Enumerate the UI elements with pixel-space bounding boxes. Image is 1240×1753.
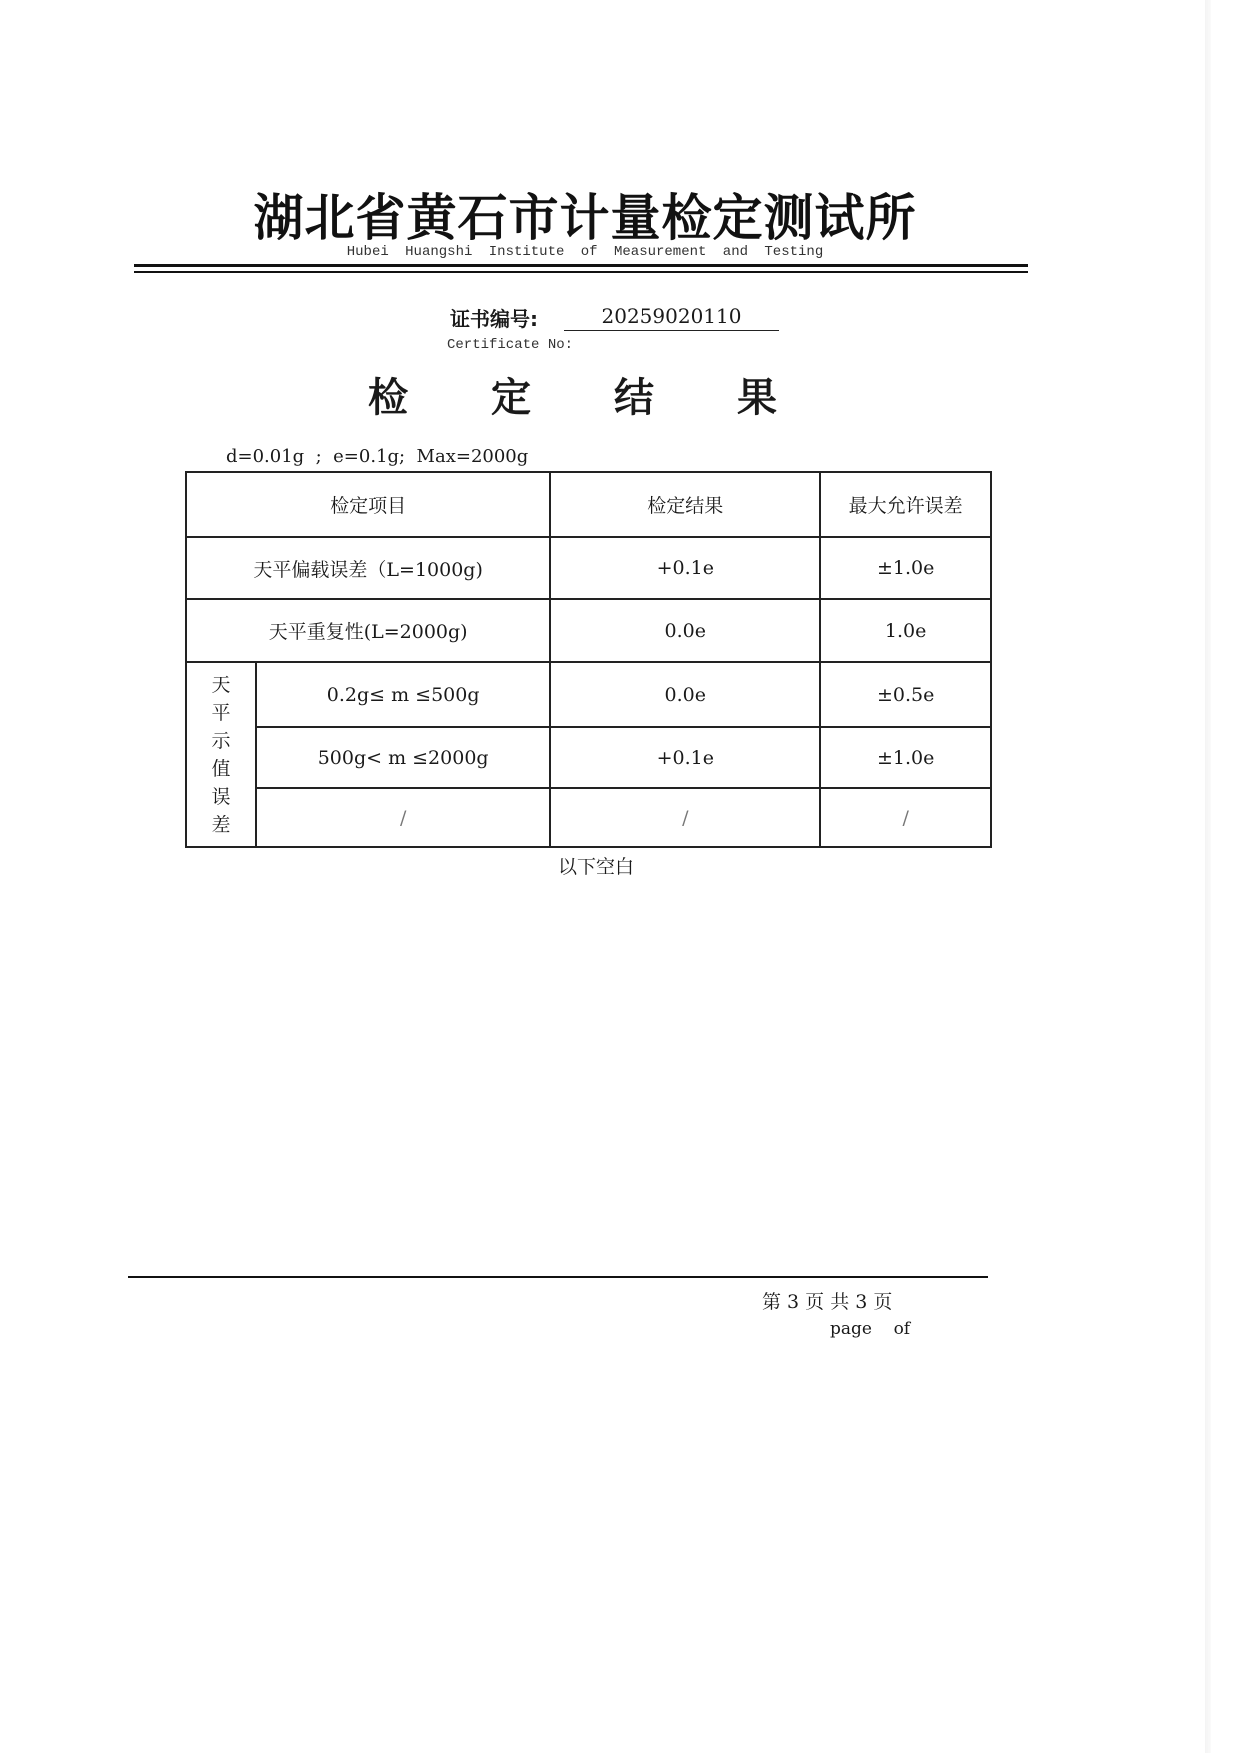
section-title-char: 果 [737, 375, 777, 421]
row-range: / [256, 788, 550, 847]
page-number-cn: 第 3 页 共 3 页 [762, 1291, 893, 1313]
balance-parameters: d=0.01g ; e=0.1g; Max=2000g [226, 446, 529, 467]
header-item: 检定项目 [186, 472, 550, 537]
certificate-number: 20259020110 [564, 304, 779, 331]
row-range: 0.2g≤ m ≤500g [256, 662, 550, 727]
header-rule-thin [134, 271, 1028, 273]
row-range: 500g< m ≤2000g [256, 727, 550, 788]
group-label [186, 662, 256, 847]
table-row [186, 537, 991, 599]
table-header-row [186, 472, 991, 537]
row-mpe: ±1.0e [820, 537, 991, 599]
institute-title: 湖北省黄石市计量检定测试所 [253, 189, 917, 247]
table-row [186, 662, 991, 727]
section-title-char: 结 [614, 375, 654, 421]
header-mpe: 最大允许误差 [820, 472, 991, 537]
section-title-char: 检 [368, 375, 408, 421]
row-result: +0.1e [550, 537, 820, 599]
group-label-text: 天平示值误差 [211, 673, 231, 836]
row-mpe: / [820, 788, 991, 847]
row-mpe: ±0.5e [820, 662, 991, 727]
row-item: 天平偏载误差（L=1000g) [186, 537, 550, 599]
header-result: 检定结果 [550, 472, 820, 537]
row-result: 0.0e [550, 662, 820, 727]
results-table [185, 471, 992, 848]
section-title-char: 定 [491, 375, 531, 421]
page-number-en: page of [830, 1319, 911, 1339]
row-result: / [550, 788, 820, 847]
table-row [186, 727, 991, 788]
header-rule-thick [134, 264, 1028, 267]
row-result: 0.0e [550, 599, 820, 662]
row-result: +0.1e [550, 727, 820, 788]
footer-rule [128, 1276, 988, 1278]
table-row [186, 599, 991, 662]
row-mpe: 1.0e [820, 599, 991, 662]
blank-below-note: 以下空白 [557, 856, 634, 878]
row-mpe: ±1.0e [820, 727, 991, 788]
row-item: 天平重复性(L=2000g) [186, 599, 550, 662]
table-row-empty [186, 788, 991, 847]
certificate-label: 证书编号: [450, 307, 538, 331]
certificate-label-en: Certificate No: [447, 337, 574, 353]
scan-edge-shadow [1205, 0, 1211, 1753]
institute-subtitle: Hubei Huangshi Institute of Measurement and Testing [346, 244, 824, 260]
